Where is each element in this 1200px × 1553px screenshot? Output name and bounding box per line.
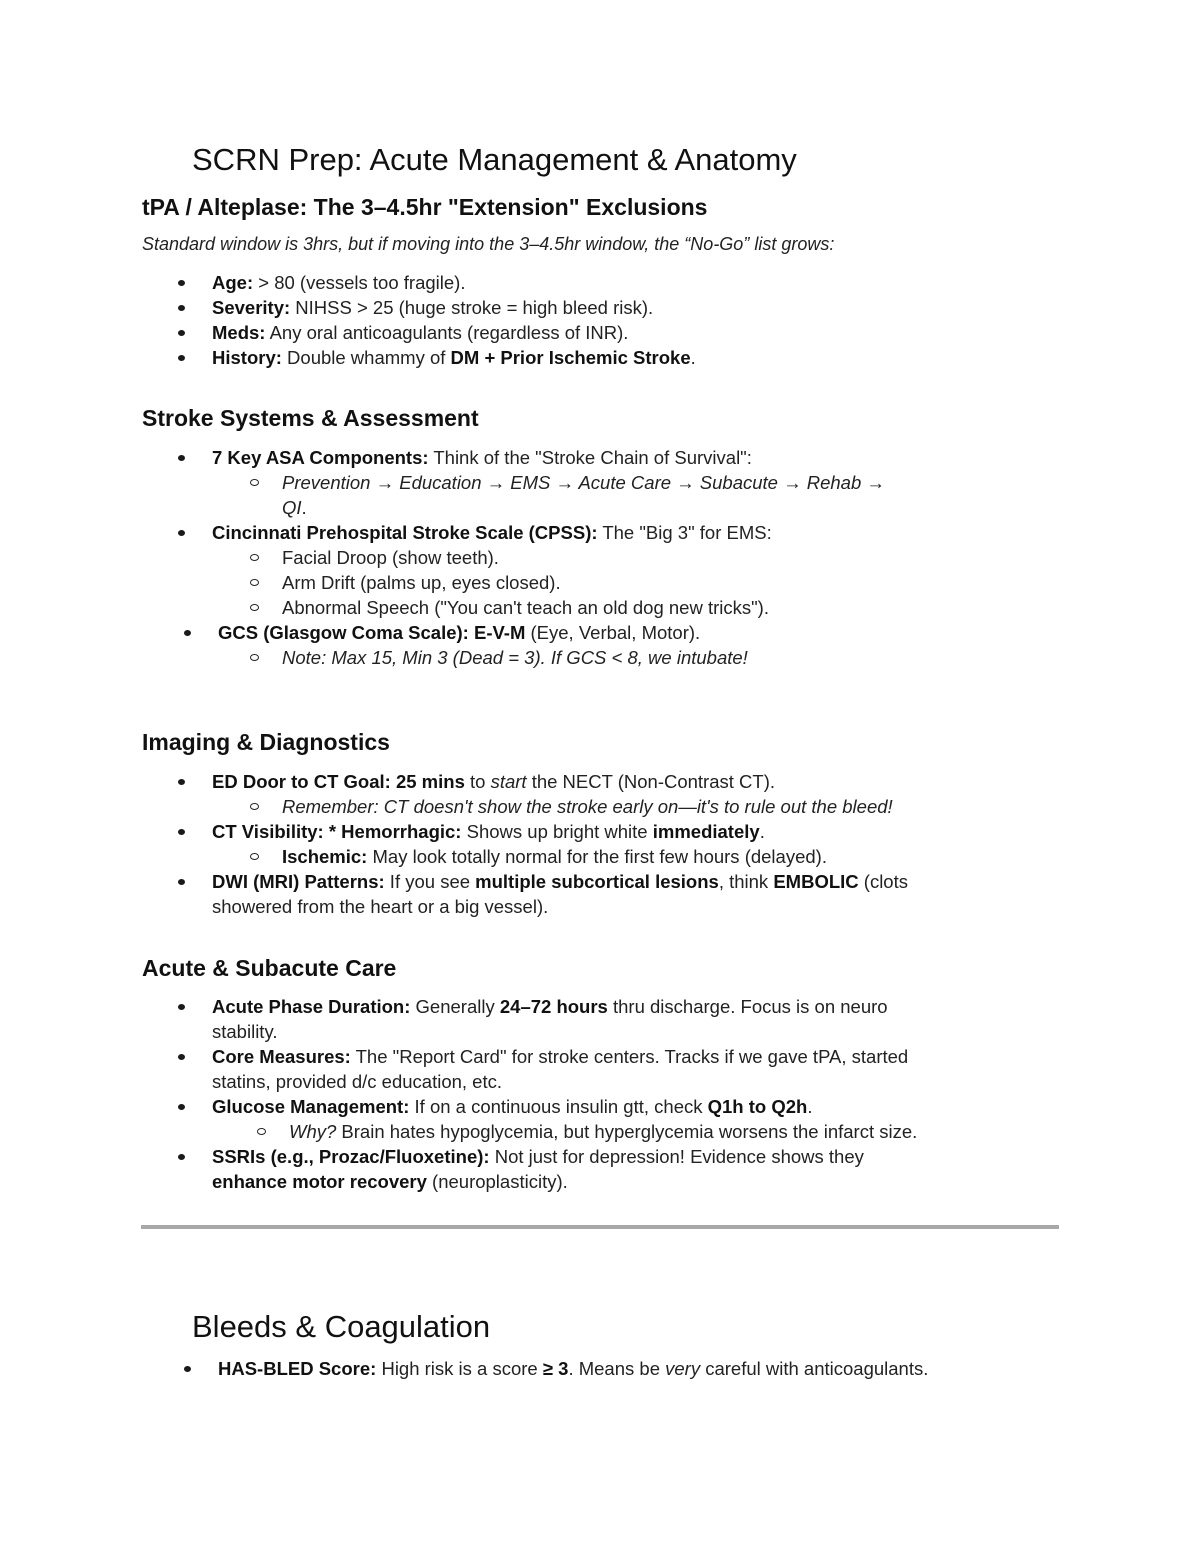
circle-bullet-icon — [250, 853, 259, 860]
bullet-icon — [178, 530, 185, 536]
list-item: History: Double whammy of DM + Prior Ischemic Stroke. — [0, 345, 1032, 370]
list-item: DWI (MRI) Patterns: If you see multiple subcortical lesions, think EMBOLIC (clots showered from the heart or a big vessel). — [0, 869, 1032, 919]
sub-list-item: Remember: CT doesn't show the stroke early on—it's to rule out the bleed! — [0, 794, 1032, 819]
sub-list-item: Why? Brain hates hypoglycemia, but hyperglycemia worsens the infarct size. — [0, 1119, 1039, 1144]
page-title: SCRN Prep: Acute Management & Anatomy — [192, 142, 797, 177]
bullet-icon — [178, 305, 185, 311]
list-item: CT Visibility: * Hemorrhagic: Shows up bright white immediately. — [0, 819, 1032, 844]
bullet-icon — [178, 455, 185, 461]
sub-list-item: Facial Droop (show teeth). — [0, 545, 1032, 570]
bullet-icon — [178, 879, 185, 885]
bullet-icon — [184, 1366, 191, 1372]
sub-list-item: Ischemic: May look totally normal for the first few hours (delayed). — [0, 844, 1032, 869]
tpa-heading: tPA / Alteplase: The 3–4.5hr "Extension" Exclusions — [142, 194, 708, 220]
imaging-heading: Imaging & Diagnostics — [142, 729, 390, 755]
bleeds-heading: Bleeds & Coagulation — [192, 1309, 491, 1344]
list-item: Meds: Any oral anticoagulants (regardless of INR). — [0, 320, 1032, 345]
systems-list — [0, 445, 1200, 670]
list-item: Core Measures: The "Report Card" for stroke centers. Tracks if we gave tPA, started statins, provided d/c education, etc. — [0, 1044, 1032, 1094]
acute-heading: Acute & Subacute Care — [142, 955, 397, 981]
list-item: Glucose Management: If on a continuous insulin gtt, check Q1h to Q2h. — [0, 1094, 1032, 1119]
circle-bullet-icon — [250, 803, 259, 810]
bullet-icon — [184, 630, 191, 636]
bullet-icon — [178, 1004, 185, 1010]
systems-heading: Stroke Systems & Assessment — [142, 405, 479, 431]
bullet-icon — [178, 355, 185, 361]
list-item: Severity: NIHSS > 25 (huge stroke = high bleed risk). — [0, 295, 1032, 320]
bullet-icon — [178, 829, 185, 835]
bullet-icon — [178, 1154, 185, 1160]
tpa-exclusion-list — [0, 270, 1200, 370]
bullet-icon — [178, 1054, 185, 1060]
list-item: ED Door to CT Goal: 25 mins to start the NECT (Non-Contrast CT). — [0, 769, 1032, 794]
bullet-icon — [178, 330, 185, 336]
bullet-icon — [178, 1104, 185, 1110]
bleeds-list — [0, 1356, 1200, 1381]
bullet-icon — [178, 779, 185, 785]
circle-bullet-icon — [250, 654, 259, 661]
bullet-icon — [178, 280, 185, 286]
list-item: Cincinnati Prehospital Stroke Scale (CPSS): The "Big 3" for EMS: — [0, 520, 1032, 545]
sub-list-item: Arm Drift (palms up, eyes closed). — [0, 570, 1032, 595]
sub-list-item: Prevention → Education → EMS → Acute Care → Subacute → Rehab → QI. — [0, 470, 1032, 520]
list-item: SSRIs (e.g., Prozac/Fluoxetine): Not just for depression! Evidence shows they enhance motor recovery (neuroplasticity). — [0, 1144, 1032, 1194]
sub-list-item: Note: Max 15, Min 3 (Dead = 3). If GCS < 8, we intubate! — [0, 645, 1032, 670]
list-item: HAS-BLED Score: High risk is a score ≥ 3. Means be very careful with anticoagulants. — [0, 1356, 1038, 1381]
circle-bullet-icon — [250, 479, 259, 486]
list-item: GCS (Glasgow Coma Scale): E-V-M (Eye, Verbal, Motor). — [0, 620, 1038, 645]
horizontal-divider — [141, 1225, 1059, 1229]
list-item: 7 Key ASA Components: Think of the "Stroke Chain of Survival": — [0, 445, 1032, 470]
tpa-intro: Standard window is 3hrs, but if moving into the 3–4.5hr window, the “No-Go” list grows: — [142, 234, 835, 254]
sub-list-item: Abnormal Speech ("You can't teach an old dog new tricks"). — [0, 595, 1032, 620]
imaging-list — [0, 769, 1200, 919]
list-item: Acute Phase Duration: Generally 24–72 hours thru discharge. Focus is on neuro stability. — [0, 994, 1032, 1044]
circle-bullet-icon — [250, 604, 259, 611]
acute-list — [0, 994, 1200, 1194]
circle-bullet-icon — [250, 554, 259, 561]
circle-bullet-icon — [250, 579, 259, 586]
circle-bullet-icon — [257, 1128, 266, 1135]
list-item: Age: > 80 (vessels too fragile). — [0, 270, 1032, 295]
